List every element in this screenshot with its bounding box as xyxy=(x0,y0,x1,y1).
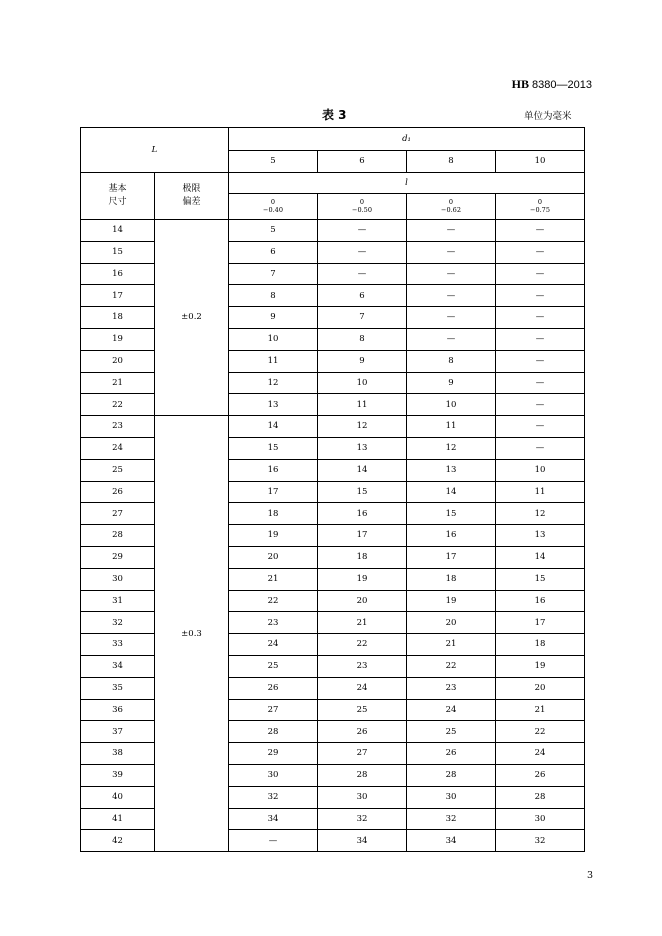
length-cell: 12 xyxy=(496,503,585,525)
length-cell: 34 xyxy=(318,830,407,852)
l-tolerance: 0 −0.50 xyxy=(318,194,407,220)
length-cell: 22 xyxy=(407,655,496,677)
length-cell: — xyxy=(496,328,585,350)
basic-size-cell: 16 xyxy=(81,263,155,285)
length-cell: 29 xyxy=(229,743,318,765)
length-cell: 10 xyxy=(229,328,318,350)
length-cell: 25 xyxy=(229,655,318,677)
length-cell: 14 xyxy=(407,481,496,503)
length-cell: 16 xyxy=(229,459,318,481)
basic-size-cell: 24 xyxy=(81,437,155,459)
length-cell: 15 xyxy=(318,481,407,503)
l-tolerance: 0 −0.62 xyxy=(407,194,496,220)
basic-size-cell: 14 xyxy=(81,220,155,242)
length-cell: 10 xyxy=(496,459,585,481)
length-cell: 24 xyxy=(318,677,407,699)
length-cell: 12 xyxy=(407,437,496,459)
basic-size-cell: 18 xyxy=(81,307,155,329)
length-cell: 10 xyxy=(318,372,407,394)
length-cell: 14 xyxy=(496,546,585,568)
length-cell: 25 xyxy=(407,721,496,743)
deviation-cell: ±0.3 xyxy=(155,416,229,852)
basic-size-cell: 23 xyxy=(81,416,155,438)
length-cell: 26 xyxy=(229,677,318,699)
length-cell: 16 xyxy=(407,525,496,547)
length-cell: 21 xyxy=(407,634,496,656)
length-cell: 26 xyxy=(407,743,496,765)
length-cell: 20 xyxy=(496,677,585,699)
length-cell: — xyxy=(496,285,585,307)
length-cell: 9 xyxy=(407,372,496,394)
basic-size-header: 基本 尺寸 xyxy=(81,173,155,220)
length-cell: 26 xyxy=(318,721,407,743)
length-cell: 25 xyxy=(318,699,407,721)
basic-size-cell: 22 xyxy=(81,394,155,416)
length-cell: 18 xyxy=(407,568,496,590)
length-cell: — xyxy=(496,307,585,329)
length-cell: 13 xyxy=(407,459,496,481)
length-cell: 32 xyxy=(229,786,318,808)
length-cell: — xyxy=(496,394,585,416)
length-cell: — xyxy=(496,416,585,438)
l-header: l xyxy=(229,173,585,194)
basic-size-cell: 31 xyxy=(81,590,155,612)
basic-size-cell: 15 xyxy=(81,241,155,263)
length-cell: — xyxy=(496,350,585,372)
length-cell: 27 xyxy=(229,699,318,721)
length-cell: 20 xyxy=(407,612,496,634)
length-cell: — xyxy=(496,241,585,263)
length-cell: 30 xyxy=(229,764,318,786)
length-cell: 32 xyxy=(318,808,407,830)
length-cell: 15 xyxy=(496,568,585,590)
length-cell: 19 xyxy=(229,525,318,547)
length-cell: 22 xyxy=(496,721,585,743)
basic-size-cell: 26 xyxy=(81,481,155,503)
length-cell: 15 xyxy=(407,503,496,525)
length-cell: — xyxy=(318,220,407,242)
length-cell: 19 xyxy=(496,655,585,677)
basic-size-cell: 40 xyxy=(81,786,155,808)
basic-size-cell: 28 xyxy=(81,525,155,547)
length-cell: 9 xyxy=(318,350,407,372)
basic-size-cell: 17 xyxy=(81,285,155,307)
length-cell: 11 xyxy=(229,350,318,372)
length-cell: 30 xyxy=(407,786,496,808)
length-cell: 23 xyxy=(407,677,496,699)
basic-size-cell: 37 xyxy=(81,721,155,743)
length-cell: — xyxy=(407,285,496,307)
basic-size-cell: 34 xyxy=(81,655,155,677)
length-cell: 12 xyxy=(318,416,407,438)
length-cell: 21 xyxy=(229,568,318,590)
length-cell: 20 xyxy=(229,546,318,568)
basic-size-cell: 20 xyxy=(81,350,155,372)
length-cell: — xyxy=(496,437,585,459)
basic-size-cell: 29 xyxy=(81,546,155,568)
l-tolerance: 0 −0.40 xyxy=(229,194,318,220)
length-cell: 28 xyxy=(496,786,585,808)
length-cell: 28 xyxy=(407,764,496,786)
length-cell: 17 xyxy=(229,481,318,503)
length-cell: 24 xyxy=(229,634,318,656)
length-cell: — xyxy=(407,241,496,263)
doc-prefix: HB xyxy=(511,77,529,91)
length-cell: 14 xyxy=(318,459,407,481)
table-row xyxy=(81,220,585,242)
dimension-table xyxy=(80,127,585,852)
length-cell: 7 xyxy=(318,307,407,329)
basic-size-cell: 30 xyxy=(81,568,155,590)
length-cell: 16 xyxy=(318,503,407,525)
length-cell: 32 xyxy=(496,830,585,852)
length-cell: 8 xyxy=(229,285,318,307)
length-cell: 8 xyxy=(407,350,496,372)
length-cell: 19 xyxy=(407,590,496,612)
L-header: L xyxy=(81,128,229,173)
length-cell: 8 xyxy=(318,328,407,350)
length-cell: 11 xyxy=(407,416,496,438)
length-cell: 23 xyxy=(318,655,407,677)
d1-value: 10 xyxy=(496,151,585,173)
length-cell: — xyxy=(407,220,496,242)
length-cell: 17 xyxy=(496,612,585,634)
length-cell: 9 xyxy=(229,307,318,329)
basic-size-cell: 19 xyxy=(81,328,155,350)
basic-size-cell: 36 xyxy=(81,699,155,721)
length-cell: 13 xyxy=(229,394,318,416)
length-cell: 20 xyxy=(318,590,407,612)
length-cell: — xyxy=(496,220,585,242)
tolerance-header: 极限 偏差 xyxy=(155,173,229,220)
basic-size-cell: 27 xyxy=(81,503,155,525)
length-cell: 34 xyxy=(229,808,318,830)
length-cell: 13 xyxy=(496,525,585,547)
basic-size-cell: 21 xyxy=(81,372,155,394)
d1-value: 5 xyxy=(229,151,318,173)
length-cell: 21 xyxy=(318,612,407,634)
length-cell: 30 xyxy=(318,786,407,808)
length-cell: 28 xyxy=(318,764,407,786)
length-cell: — xyxy=(496,372,585,394)
basic-size-cell: 33 xyxy=(81,634,155,656)
basic-size-cell: 32 xyxy=(81,612,155,634)
length-cell: 22 xyxy=(318,634,407,656)
length-cell: 24 xyxy=(496,743,585,765)
length-cell: 11 xyxy=(318,394,407,416)
d1-value: 8 xyxy=(407,151,496,173)
length-cell: 27 xyxy=(318,743,407,765)
length-cell: 23 xyxy=(229,612,318,634)
length-cell: 11 xyxy=(496,481,585,503)
page-number: 3 xyxy=(587,870,594,881)
length-cell: 15 xyxy=(229,437,318,459)
d1-value: 6 xyxy=(318,151,407,173)
length-cell: 34 xyxy=(407,830,496,852)
length-cell: 18 xyxy=(496,634,585,656)
basic-size-cell: 39 xyxy=(81,764,155,786)
length-cell: 17 xyxy=(318,525,407,547)
length-cell: 26 xyxy=(496,764,585,786)
length-cell: 28 xyxy=(229,721,318,743)
length-cell: 17 xyxy=(407,546,496,568)
length-cell: 6 xyxy=(318,285,407,307)
basic-size-cell: 35 xyxy=(81,677,155,699)
length-cell: 14 xyxy=(229,416,318,438)
l-tolerance: 0 −0.75 xyxy=(496,194,585,220)
length-cell: 21 xyxy=(496,699,585,721)
length-cell: — xyxy=(407,328,496,350)
length-cell: 7 xyxy=(229,263,318,285)
length-cell: — xyxy=(318,263,407,285)
length-cell: — xyxy=(318,241,407,263)
length-cell: 16 xyxy=(496,590,585,612)
d1-header: d₁ xyxy=(229,128,585,151)
length-cell: 10 xyxy=(407,394,496,416)
basic-size-cell: 41 xyxy=(81,808,155,830)
length-cell: 22 xyxy=(229,590,318,612)
length-cell: 32 xyxy=(407,808,496,830)
length-cell: — xyxy=(229,830,318,852)
length-cell: 13 xyxy=(318,437,407,459)
table-row xyxy=(81,416,585,438)
length-cell: — xyxy=(407,307,496,329)
length-cell: 5 xyxy=(229,220,318,242)
deviation-cell: ±0.2 xyxy=(155,220,229,416)
basic-size-cell: 42 xyxy=(81,830,155,852)
length-cell: 24 xyxy=(407,699,496,721)
doc-number: 8380—2013 xyxy=(532,79,592,91)
unit-note: 单位为毫米 xyxy=(524,111,572,122)
length-cell: 12 xyxy=(229,372,318,394)
document-code xyxy=(512,77,592,92)
length-cell: — xyxy=(496,263,585,285)
length-cell: 18 xyxy=(229,503,318,525)
length-cell: 30 xyxy=(496,808,585,830)
table-title: 表 3 xyxy=(322,108,347,122)
basic-size-cell: 25 xyxy=(81,459,155,481)
basic-size-cell: 38 xyxy=(81,743,155,765)
length-cell: 19 xyxy=(318,568,407,590)
length-cell: 6 xyxy=(229,241,318,263)
length-cell: 18 xyxy=(318,546,407,568)
length-cell: — xyxy=(407,263,496,285)
